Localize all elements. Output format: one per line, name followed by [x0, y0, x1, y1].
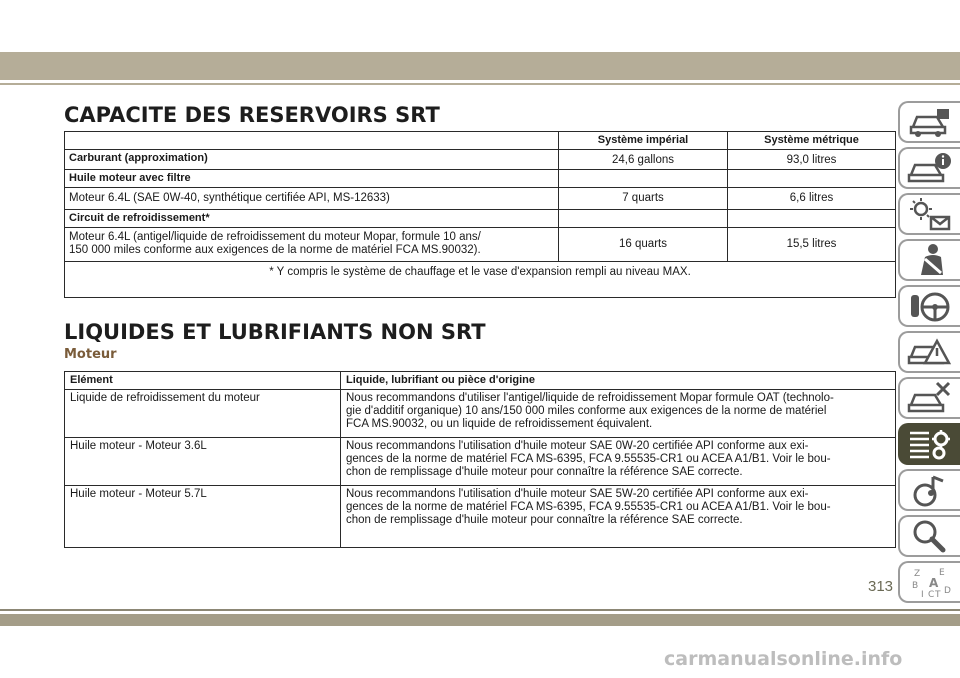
table-row	[65, 210, 896, 228]
page-number: 313	[868, 578, 894, 595]
row-imperial	[559, 170, 728, 188]
table-header-row	[65, 132, 896, 150]
table-header-row	[65, 372, 896, 390]
index-letter: I	[921, 590, 924, 599]
tab-customer-assistance[interactable]	[898, 515, 960, 557]
row-metric: 15,5 litres	[728, 228, 896, 262]
row-label: Carburant (approximation)	[65, 150, 559, 170]
table-footnote: * Y compris le système de chauffage et le vase d'expansion rempli au niveau MAX.	[65, 262, 896, 298]
header-rule	[0, 83, 960, 85]
header-metric: Système métrique	[728, 132, 896, 150]
fluids-table	[64, 371, 896, 548]
header-element: Elément	[65, 372, 341, 390]
car-hazard-icon	[907, 335, 953, 369]
specifications-gears-icon	[907, 427, 953, 461]
header-fluid: Liquide, lubrifiant ou pièce d'origine	[341, 372, 896, 390]
header-empty	[65, 132, 559, 150]
header-imperial: Système impérial	[559, 132, 728, 150]
row-label: Moteur 6.4L (SAE 0W-40, synthétique certifiée API, MS-12633)	[65, 188, 559, 210]
tab-vehicle-info[interactable]	[898, 147, 960, 189]
row-label: Circuit de refroidissement*	[65, 210, 559, 228]
footer-rule	[0, 609, 960, 611]
tab-safety[interactable]	[898, 239, 960, 281]
watermark: carmanualsonline.info	[664, 648, 903, 670]
subsection-title-engine: Moteur	[64, 347, 117, 362]
tab-multimedia[interactable]	[898, 469, 960, 511]
row-label: Huile moteur avec filtre	[65, 170, 559, 188]
index-letter: E	[939, 568, 945, 578]
warning-lights-icon	[907, 197, 953, 231]
table-row	[65, 150, 896, 170]
row-imperial: 24,6 gallons	[559, 150, 728, 170]
chapter-tabs	[898, 101, 960, 607]
tab-emergency[interactable]	[898, 331, 960, 373]
search-magnifier-icon	[907, 519, 953, 553]
multimedia-music-icon	[907, 473, 953, 507]
row-spec: Nous recommandons l'utilisation d'huile moteur SAE 5W-20 certifiée API conforme aux exi- gences de la norme de matériel FCA MS-6395, FCA 9.55535-CR1 ou ACEA A1/B1. Voir le bou- chon de remplissage d'huile moteur pour connaître la référence SAE correcte.	[341, 486, 896, 548]
row-item: Huile moteur - Moteur 3.6L	[65, 438, 341, 486]
row-label: Moteur 6.4L (antigel/liquide de refroidissement du moteur Mopar, formule 10 ans/ 150 000 miles conforme aux exigences de la norme de matériel FCA MS.90032).	[65, 228, 559, 262]
section-title-srt-capacities: CAPACITE DES RESERVOIRS SRT	[64, 103, 440, 127]
row-spec: Nous recommandons l'utilisation d'huile moteur SAE 0W-20 certifiée API conforme aux exi- gences de la norme de matériel FCA MS-6395, FCA 9.55535-CR1 ou ACEA A1/B1. Voir le bou- chon de remplissage d'huile moteur pour connaître la référence SAE correcte.	[341, 438, 896, 486]
table-row	[65, 170, 896, 188]
header-band	[0, 52, 960, 80]
row-metric: 6,6 litres	[728, 188, 896, 210]
tab-getting-to-know-vehicle[interactable]	[898, 101, 960, 143]
row-imperial	[559, 210, 728, 228]
row-imperial: 7 quarts	[559, 188, 728, 210]
tab-instrument-panel[interactable]	[898, 193, 960, 235]
tab-index[interactable]	[898, 561, 960, 603]
section-title-fluids: LIQUIDES ET LUBRIFIANTS NON SRT	[64, 320, 486, 344]
table-note-row	[65, 262, 896, 298]
row-item: Huile moteur - Moteur 5.7L	[65, 486, 341, 548]
table-row	[65, 188, 896, 210]
tab-starting-operating[interactable]	[898, 285, 960, 327]
footer-band	[0, 614, 960, 626]
car-service-tools-icon	[907, 381, 953, 415]
index-letters-icon	[907, 565, 953, 599]
car-info-icon	[907, 105, 953, 139]
table-row	[65, 438, 896, 486]
row-metric	[728, 170, 896, 188]
car-info-circle-icon	[907, 151, 953, 185]
table-row	[65, 390, 896, 438]
index-letter: T	[935, 590, 941, 599]
row-metric	[728, 210, 896, 228]
index-letter: A	[929, 576, 939, 590]
row-item: Liquide de refroidissement du moteur	[65, 390, 341, 438]
index-letter: B	[912, 581, 919, 591]
srt-capacities-table	[64, 131, 896, 298]
steering-wheel-icon	[907, 289, 953, 323]
seatbelt-person-icon	[907, 243, 953, 277]
row-spec: Nous recommandons d'utiliser l'antigel/liquide de refroidissement Mopar formule OAT (technolo- gie d'additif organique) 10 ans/150 000 miles conforme aux exigences de la norme de matériel FCA MS.90032, ou un liquide de refroidissement équivalent.	[341, 390, 896, 438]
table-row	[65, 486, 896, 548]
index-letter: D	[944, 586, 951, 596]
tab-technical-specifications[interactable]	[898, 423, 960, 465]
index-letter: Z	[914, 569, 921, 579]
index-letter: C	[928, 590, 935, 599]
row-imperial: 16 quarts	[559, 228, 728, 262]
row-metric: 93,0 litres	[728, 150, 896, 170]
tab-servicing[interactable]	[898, 377, 960, 419]
table-row	[65, 228, 896, 262]
